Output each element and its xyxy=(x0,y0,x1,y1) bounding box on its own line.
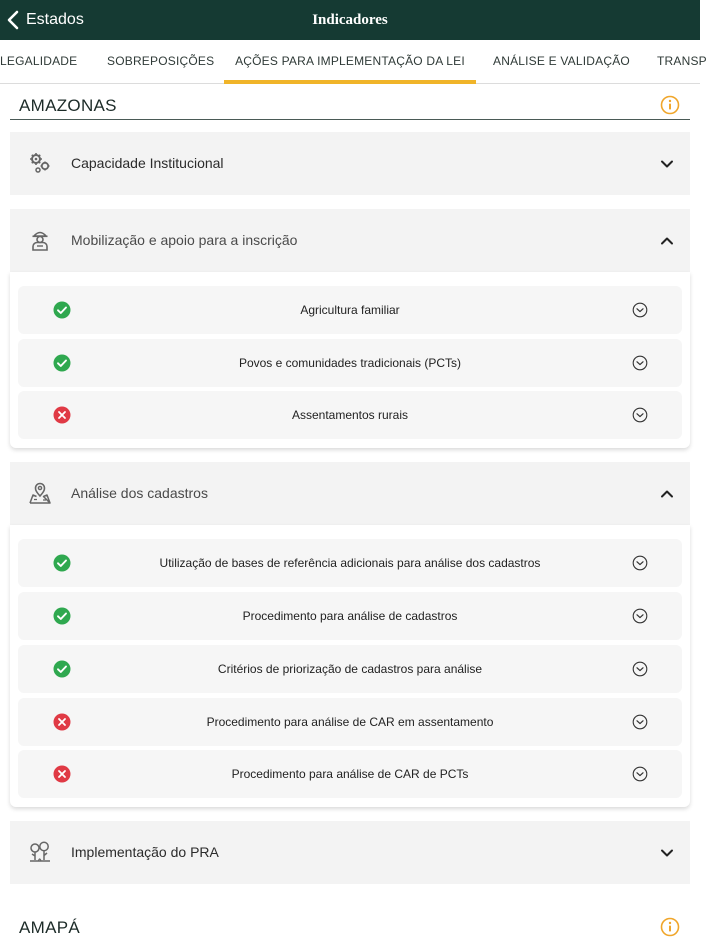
indicator-label: Critérios de priorização de cadastros para análise xyxy=(217,662,483,676)
indicator-item[interactable] xyxy=(18,645,682,693)
worker-icon xyxy=(28,228,52,252)
x-circle-icon xyxy=(53,406,71,424)
tab-sobreposicoes[interactable]: SOBREPOSIÇÕES xyxy=(107,54,215,68)
chevron-down-circle-icon xyxy=(632,766,648,782)
info-icon[interactable] xyxy=(660,95,680,115)
section-label: Mobilização e apoio para a inscrição xyxy=(71,232,298,248)
section-header[interactable] xyxy=(10,821,690,884)
chevron-down-circle-icon xyxy=(632,714,648,730)
section-mobilizacao xyxy=(10,209,690,272)
chevron-down-circle-icon xyxy=(632,407,648,423)
indicator-item[interactable] xyxy=(18,286,682,334)
indicator-item[interactable] xyxy=(18,539,682,587)
section-header[interactable] xyxy=(10,462,690,525)
chevron-left-icon xyxy=(6,10,20,30)
check-circle-icon xyxy=(53,660,71,678)
tab-legalidade[interactable]: LEGALIDADE xyxy=(0,54,78,68)
indicator-item[interactable] xyxy=(18,592,682,640)
indicator-label: Assentamentos rurais xyxy=(291,408,409,422)
check-circle-icon xyxy=(53,354,71,372)
section-implementacao-pra xyxy=(10,821,690,884)
indicator-label: Agricultura familiar xyxy=(300,303,400,317)
state-header xyxy=(10,92,690,120)
chevron-up-icon xyxy=(660,487,674,501)
indicator-item[interactable] xyxy=(18,698,682,746)
indicator-label: Procedimento para análise de CAR em assentamento xyxy=(206,715,494,729)
chevron-up-icon xyxy=(660,234,674,248)
chevron-down-circle-icon xyxy=(632,355,648,371)
trees-icon xyxy=(28,840,52,864)
top-bar xyxy=(0,0,700,40)
indicator-item[interactable] xyxy=(18,339,682,387)
next-state-header xyxy=(10,912,690,940)
chevron-down-icon xyxy=(660,157,674,171)
chevron-down-circle-icon xyxy=(632,608,648,624)
section-label: Análise dos cadastros xyxy=(71,485,208,501)
section-header[interactable] xyxy=(10,132,690,195)
x-circle-icon xyxy=(53,765,71,783)
state-name: AMAPÁ xyxy=(19,918,81,937)
state-name: AMAZONAS xyxy=(19,96,117,115)
indicator-label: Procedimento para análise de CAR de PCTs xyxy=(231,767,469,781)
chevron-down-circle-icon xyxy=(632,302,648,318)
tab-analise-validacao[interactable]: ANÁLISE E VALIDAÇÃO xyxy=(493,54,630,68)
tab-bar xyxy=(0,40,707,84)
back-label: Estados xyxy=(26,11,84,28)
check-circle-icon xyxy=(53,607,71,625)
indicator-label: Povos e comunidades tradicionais (PCTs) xyxy=(238,356,462,370)
info-icon[interactable] xyxy=(660,917,680,937)
map-pin-icon xyxy=(28,481,52,505)
section-panel xyxy=(10,525,690,807)
chevron-down-icon xyxy=(660,846,674,860)
section-header[interactable] xyxy=(10,209,690,272)
x-circle-icon xyxy=(53,713,71,731)
indicator-item[interactable] xyxy=(18,750,682,798)
gears-icon xyxy=(28,151,52,175)
back-button[interactable] xyxy=(6,0,84,40)
section-analise-cadastros xyxy=(10,462,690,525)
section-label: Implementação do PRA xyxy=(71,844,219,860)
section-panel xyxy=(10,272,690,448)
tab-acoes-implementacao[interactable]: AÇÕES PARA IMPLEMENTAÇÃO DA LEI xyxy=(224,40,476,84)
check-circle-icon xyxy=(53,554,71,572)
section-label: Capacidade Institucional xyxy=(71,155,224,171)
tab-transparencia[interactable]: TRANSP xyxy=(657,54,707,68)
indicator-item[interactable] xyxy=(18,391,682,439)
check-circle-icon xyxy=(53,301,71,319)
section-capacidade-institucional xyxy=(10,132,690,195)
chevron-down-circle-icon xyxy=(632,661,648,677)
indicator-label: Procedimento para análise de cadastros xyxy=(242,609,458,623)
page-title: Indicadores xyxy=(312,12,388,28)
chevron-down-circle-icon xyxy=(632,555,648,571)
indicator-label: Utilização de bases de referência adicionais para análise dos cadastros xyxy=(159,556,541,570)
